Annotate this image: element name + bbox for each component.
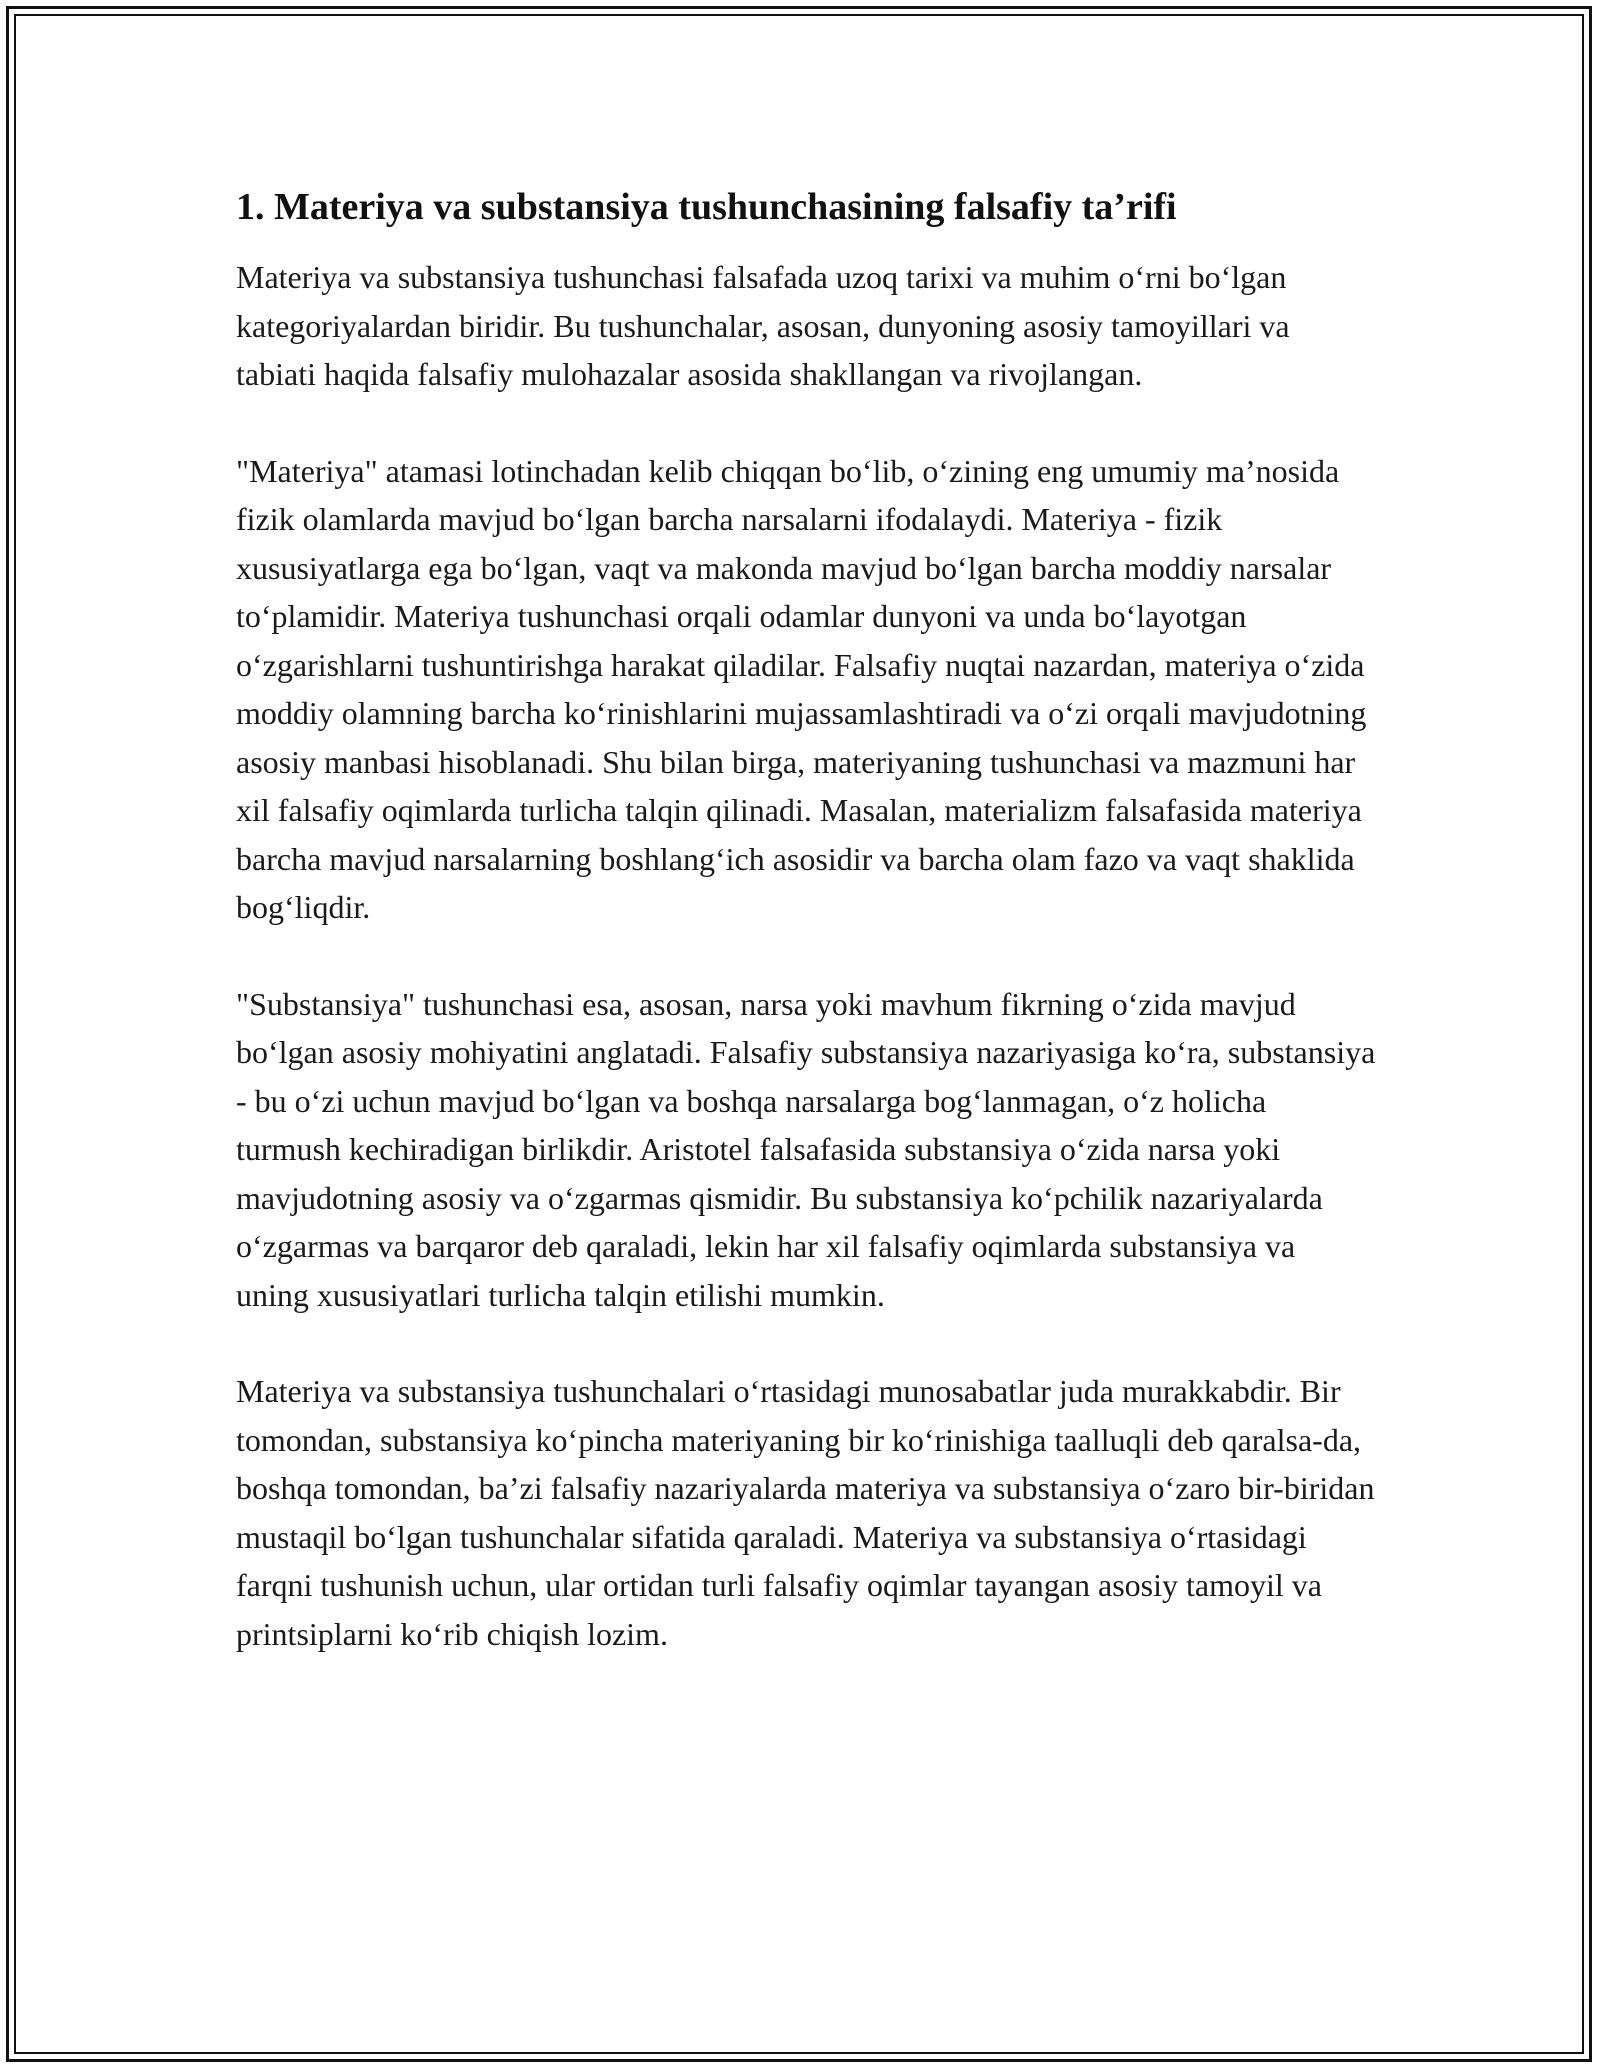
paragraph-materiya: "Materiya" atamasi lotinchadan kelib chiqqan bo‘lib, o‘zining eng umumiy ma’nosida fizik olamlarda mavjud bo‘lgan barcha narsalarni ifodalaydi. Materiya - fizik xususiyatlarga ega bo‘lgan, vaqt va makonda mavjud bo‘lgan barcha moddiy narsalar to‘plamidir. Materiya tushunchasi orqali odamlar dunyoni va unda bo‘layotgan o‘zgarishlarni tushuntirishga harakat qiladilar. Falsafiy nuqtai nazardan, materiya o‘zida moddiy olamning barcha ko‘rinishlarini mujassamlashtiradi va o‘zi orqali mavjudotning asosiy manbasi hisoblanadi. Shu bilan birga, materiyaning tushunchasi va mazmuni har xil falsafiy oqimlarda turlicha talqin qilinadi. Masalan, materializm falsafasida materiya barcha mavjud narsalarning boshlang‘ich asosidir va barcha olam fazo va vaqt shaklida bog‘liqdir. [236, 452, 1367, 925]
paragraph-substansiya: "Substansiya" tushunchasi esa, asosan, narsa yoki mavhum fikrning o‘zida mavjud bo‘lgan asosiy mohiyatini anglatadi. Falsafiy substansiya nazariyasiga ko‘ra, substansiya - bu o‘zi uchun mavjud bo‘lgan va boshqa narsalarga bog‘lanmagan, o‘z holicha turmush kechiradigan birlikdir. Aristotel falsafasida substansiya o‘zida narsa yoki mavjudotning asosiy va o‘zgarmas qismidir. Bu substansiya ko‘pchilik nazariyalarda o‘zgarmas va barqaror deb qaraladi, lekin har xil falsafiy oqimlarda substansiya va uning xususiyatlari turlicha talqin etilishi mumkin. [236, 985, 1376, 1313]
paragraph-relationship: Materiya va substansiya tushunchalari o‘rtasidagi munosabatlar juda murakkabdir. Bir tomondan, substansiya ko‘pincha materiyaning bir ko‘rinishiga taalluqli deb qaralsa-da, boshqa tomondan, ba’zi falsafiy nazariyalarda materiya va substansiya o‘zaro bir-biridan mustaqil bo‘lgan tushunchalar sifatida qaraladi. Materiya va substansiya o‘rtasidagi farqni tushunish uchun, ular ortidan turli falsafiy oqimlar tayangan asosiy tamoyil va printsiplarni ko‘rib chiqish lozim. [236, 1373, 1375, 1652]
document-body [236, 183, 1376, 1706]
section-heading: 1. Materiya va substansiya tushunchasining falsafiy ta’rifi [236, 186, 1177, 228]
paragraph-intro: Materiya va substansiya tushunchasi falsafada uzoq tarixi va muhim o‘rni bo‘lgan kategoriyalardan biridir. Bu tushunchalar, asosan, dunyoning asosiy tamoyillari va tabiati haqida falsafiy mulohazalar asosida shakllangan va rivojlangan. [236, 259, 1290, 392]
